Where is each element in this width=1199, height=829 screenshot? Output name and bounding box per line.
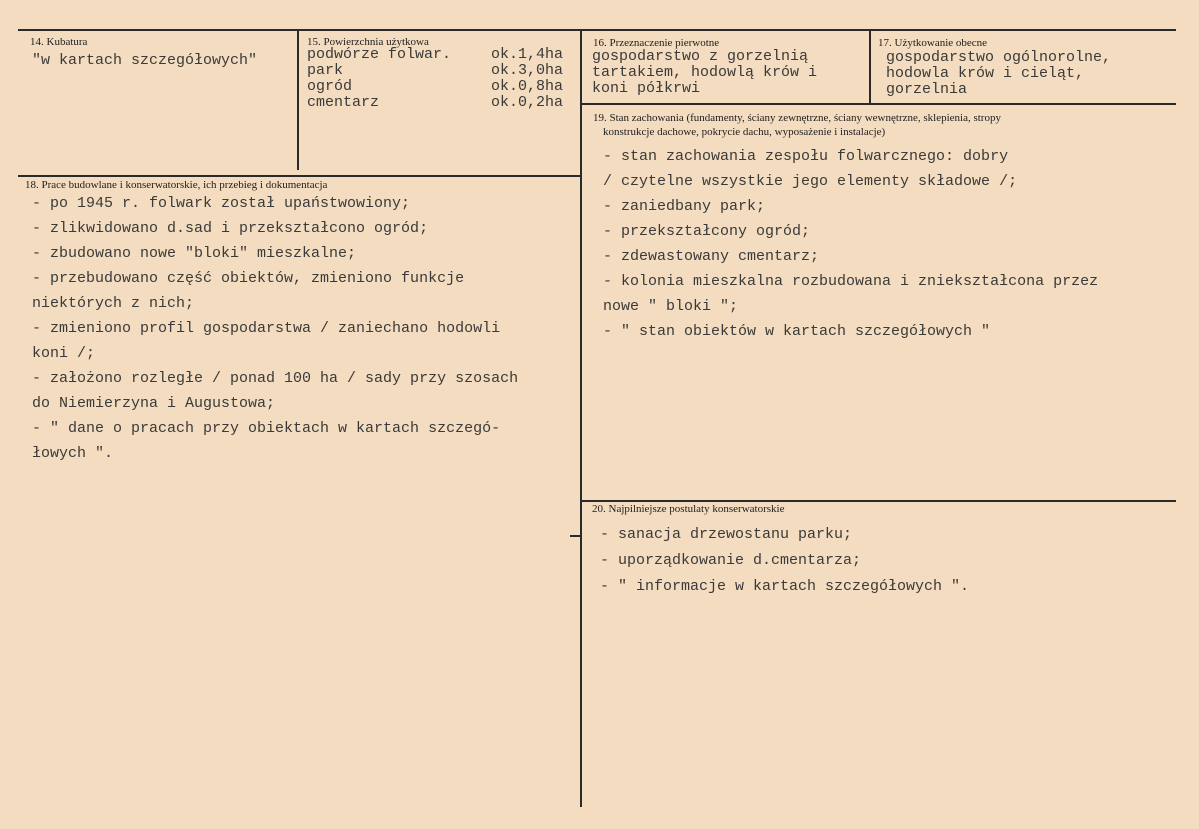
- list-item: nowe " bloki ";: [603, 298, 739, 315]
- area-value: ok.1,4ha: [491, 46, 564, 63]
- section-20-list: [600, 522, 969, 600]
- divider-15-18: [18, 175, 581, 177]
- section-16-line: koni półkrwi: [592, 80, 701, 97]
- area-name: park: [307, 62, 344, 79]
- area-value: ok.3,0ha: [491, 62, 564, 79]
- list-item: - stan zachowania zespołu folwarcznego: dobry: [603, 148, 1009, 165]
- list-item: łowych ".: [32, 445, 114, 462]
- list-item: - przebudowano część obiektów, zmieniono funkcje: [32, 270, 465, 287]
- area-name: cmentarz: [307, 94, 380, 111]
- section-16-label: 16. Przeznaczenie pierwotne: [593, 37, 720, 49]
- list-item: - " informacje w kartach szczegółowych ".: [600, 578, 970, 595]
- area-name: podwórze folwar.: [307, 46, 452, 63]
- section-17-line: gospodarstwo ogólnorolne,: [886, 49, 1112, 66]
- area-row: [307, 79, 575, 95]
- divider-14-15: [297, 31, 299, 170]
- area-name: ogród: [307, 78, 353, 95]
- area-row: [307, 95, 575, 111]
- section-17-label: 17. Użytkowanie obecne: [878, 37, 988, 49]
- divider-19-20: [582, 500, 1176, 502]
- list-item: - zaniedbany park;: [603, 198, 766, 215]
- section-18-label: 18. Prace budowlane i konserwatorskie, ich przebieg i dokumentacja: [25, 179, 328, 191]
- list-item: / czytelne wszystkie jego elementy składowe /;: [603, 173, 1018, 190]
- section-15-label: 15. Powierzchnia użytkowa: [307, 36, 429, 48]
- list-item: - kolonia mieszkalna rozbudowana i zniekształcona przez: [603, 273, 1099, 290]
- divider-17-19: [582, 103, 1176, 105]
- divider-main-vertical: [580, 31, 582, 807]
- section-17-line: hodowla krów i cieląt,: [886, 65, 1085, 82]
- list-item: - przekształcony ogród;: [603, 223, 811, 240]
- area-value: ok.0,8ha: [491, 78, 564, 95]
- section-18-list: [32, 191, 518, 466]
- section-14-label: 14. Kubatura: [30, 36, 88, 48]
- section-20-label: 20. Najpilniejsze postulaty konserwatorskie: [592, 503, 785, 515]
- top-border: [18, 29, 1176, 31]
- list-item: - zdewastowany cmentarz;: [603, 248, 820, 265]
- margin-tick: [570, 535, 580, 537]
- list-item: - " dane o pracach przy obiektach w kartach szczegó-: [32, 420, 501, 437]
- divider-16-17: [869, 31, 871, 103]
- list-item: do Niemierzyna i Augustowa;: [32, 395, 276, 412]
- list-item: koni /;: [32, 345, 96, 362]
- section-17-line: gorzelnia: [886, 81, 968, 98]
- list-item: - uporządkowanie d.cmentarza;: [600, 552, 862, 569]
- section-19-label-cont: konstrukcje dachowe, pokrycie dachu, wyposażenie i instalacje): [603, 126, 886, 138]
- area-value: ok.0,2ha: [491, 94, 564, 111]
- list-item: - " stan obiektów w kartach szczegółowych ": [603, 323, 991, 340]
- area-row: [307, 47, 575, 63]
- section-16-line: tartakiem, hodowlą krów i: [592, 64, 818, 81]
- list-item: - zbudowano nowe "bloki" mieszkalne;: [32, 245, 357, 262]
- list-item: niektórych z nich;: [32, 295, 195, 312]
- section-16-line: gospodarstwo z gorzelnią: [592, 48, 809, 65]
- list-item: - sanacja drzewostanu parku;: [600, 526, 853, 543]
- list-item: - zmieniono profil gospodarstwa / zaniechano hodowli: [32, 320, 501, 337]
- section-19-label: 19. Stan zachowania (fundamenty, ściany zewnętrzne, ściany wewnętrzne, sklepienia, stropy: [593, 112, 1001, 124]
- list-item: - zlikwidowano d.sad i przekształcono ogród;: [32, 220, 429, 237]
- list-item: - po 1945 r. folwark został upaństwowiony;: [32, 195, 411, 212]
- list-item: - założono rozległe / ponad 100 ha / sady przy szosach: [32, 370, 519, 387]
- section-14-value: "w kartach szczegółowych": [32, 52, 258, 69]
- area-row: [307, 63, 575, 79]
- section-19-list: [603, 144, 1098, 344]
